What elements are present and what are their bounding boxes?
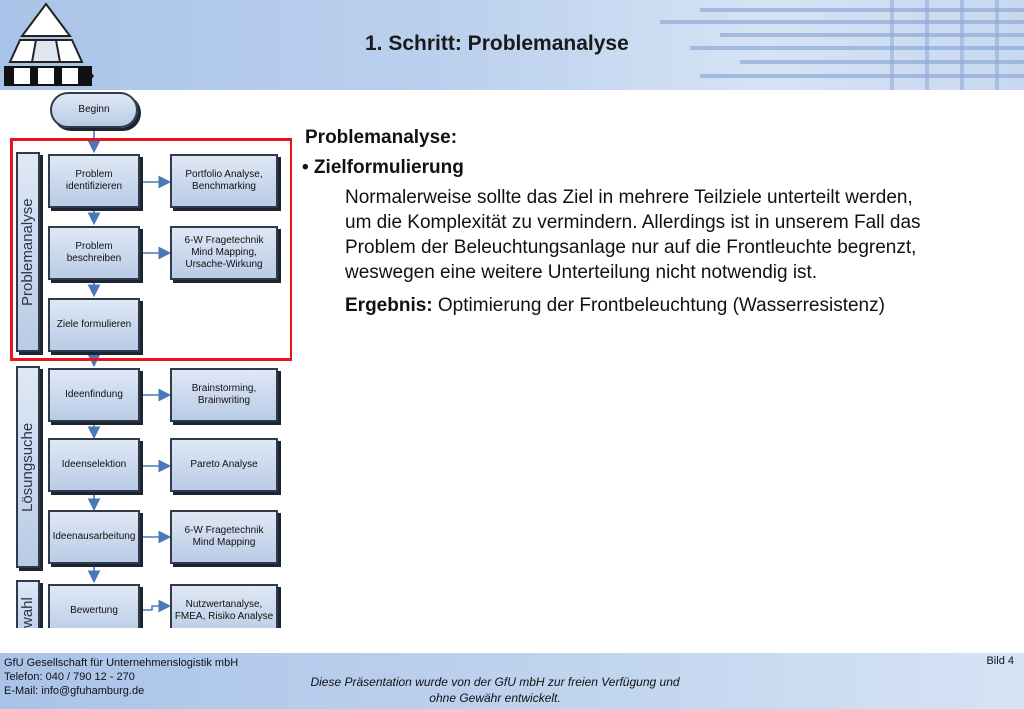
footer-company: GfU Gesellschaft für Unternehmenslogistik mbH xyxy=(4,657,239,669)
flow-node-method-nutzwert: Nutzwertanalyse, FMEA, Risiko Analyse xyxy=(170,584,278,628)
flow-node-method-portfolio: Portfolio Analyse, Benchmarking xyxy=(170,154,278,208)
paragraph-line-4: weswegen eine weitere Unterteilung nicht notwendig ist. xyxy=(345,262,818,283)
header-stripe xyxy=(740,60,1024,64)
footer-band xyxy=(0,653,1024,709)
header-vstripe xyxy=(995,0,999,90)
result-label: Ergebnis: xyxy=(345,295,433,316)
disclaimer-line-1: Diese Präsentation wurde von der GfU mbH zur freien Verfügung und xyxy=(310,675,680,689)
result-line xyxy=(345,293,885,318)
content-bullet: • Zielformulierung xyxy=(302,157,464,178)
flow-node-method-6w-mindmap: 6-W Fragetechnik Mind Mapping xyxy=(170,510,278,564)
flow-node-ideenausarbeitung: Ideenausarbeitung xyxy=(48,510,140,564)
process-flowchart xyxy=(0,90,292,628)
header-stripe xyxy=(720,33,1024,37)
flow-node-method-brainstorming: Brainstorming, Brainwriting xyxy=(170,368,278,422)
header-vstripe xyxy=(925,0,929,90)
header-band xyxy=(0,0,1024,90)
disclaimer-line-2: ohne Gewähr entwickelt. xyxy=(429,691,561,705)
header-stripe xyxy=(700,8,1024,12)
phase-label-loesungsuche: Lösungsuche xyxy=(19,422,36,512)
paragraph-line-2: um die Komplexität zu vermindern. Allerdings ist in unserem Fall das xyxy=(345,212,921,233)
gfu-logo-icon xyxy=(4,2,94,88)
phase-label-auswahl: wahl xyxy=(19,597,36,628)
header-vstripe xyxy=(890,0,894,90)
result-text: Optimierung der Frontbeleuchtung (Wasserresistenz) xyxy=(432,295,885,316)
page-number: Bild 4 xyxy=(986,655,1014,667)
footer-phone: Telefon: 040 / 790 12 - 270 xyxy=(4,671,135,683)
header-stripe xyxy=(660,20,1024,24)
paragraph-line-1: Normalerweise sollte das Ziel in mehrere Teilziele unterteilt werden, xyxy=(345,187,913,208)
flow-node-method-6w: 6-W Fragetechnik Mind Mapping, Ursache-Wirkung xyxy=(170,226,278,280)
flow-node-ideenfindung: Ideenfindung xyxy=(48,368,140,422)
flow-node-problem-beschreiben: Problem beschreiben xyxy=(48,226,140,280)
header-stripe xyxy=(700,74,1024,78)
flow-node-method-pareto: Pareto Analyse xyxy=(170,438,278,492)
flow-node-ideenselektion: Ideenselektion xyxy=(48,438,140,492)
phase-label-problemanalyse: Problemanalyse xyxy=(19,198,36,306)
footer-email: E-Mail: info@gfuhamburg.de xyxy=(4,685,145,697)
flow-node-bewertung: Bewertung xyxy=(48,584,140,628)
flow-node-ziele-formulieren: Ziele formulieren xyxy=(48,298,140,352)
page-title: 1. Schritt: Problemanalyse xyxy=(365,32,629,55)
content-heading: Problemanalyse: xyxy=(305,127,458,148)
flow-node-problem-identifizieren: Problem identifizieren xyxy=(48,154,140,208)
header-vstripe xyxy=(960,0,964,90)
footer-disclaimer xyxy=(290,674,700,706)
flow-node-start: Beginn xyxy=(50,92,138,128)
highlight-frame-problemanalyse xyxy=(10,138,292,361)
header-stripe xyxy=(690,46,1024,50)
paragraph-line-3: Problem der Beleuchtungsanlage nur auf die Frontleuchte begrenzt, xyxy=(345,237,917,258)
